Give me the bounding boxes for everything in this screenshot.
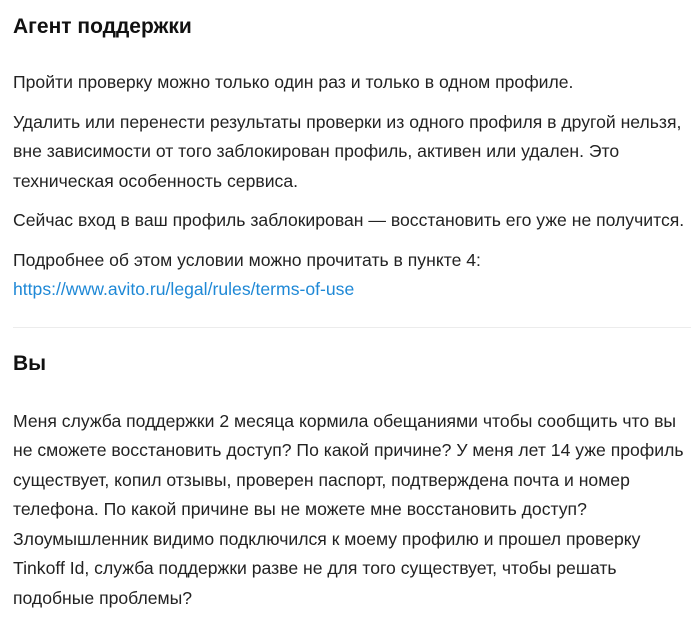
terms-of-use-link[interactable]: https://www.avito.ru/legal/rules/terms-of-use xyxy=(13,279,355,299)
support-paragraph-text: Подробнее об этом условии можно прочитать в пункте 4: xyxy=(13,249,481,270)
user-author-name: Вы xyxy=(13,351,47,375)
support-paragraph: Сейчас вход в ваш профиль заблокирован — восстановить его уже не получится. xyxy=(13,210,685,230)
support-message xyxy=(13,0,689,305)
user-message-text: Меня служба поддержки 2 месяца кормила обещаниями чтобы сообщить что вы не сможете восстановить доступ? По какой причине? У меня лет 14 уже профиль существует, копил отзывы, проверен паспорт, подтверждена почта и номер телефона. По какой причине вы не можете мне восстановить доступ? Злоумышленник видимо подключился к моему профилю и прошел проверку Tinkoff Id, служба поддержки разве не для того существует, чтобы решать подобные проблемы? xyxy=(13,410,684,608)
support-author-name: Агент поддержки xyxy=(13,15,192,38)
support-message-body xyxy=(13,40,689,305)
support-paragraph: Удалить или перенести результаты проверки из одного профиля в другой нельзя, вне зависимости от того заблокирован профиль, активен или удален. Это техническая особенность сервиса. xyxy=(13,111,682,191)
support-paragraph-with-link xyxy=(13,246,689,305)
user-message-body xyxy=(13,377,689,614)
support-paragraph: Пройти проверку можно только один раз и только в одном профиле. xyxy=(13,72,574,92)
user-message xyxy=(13,328,689,614)
